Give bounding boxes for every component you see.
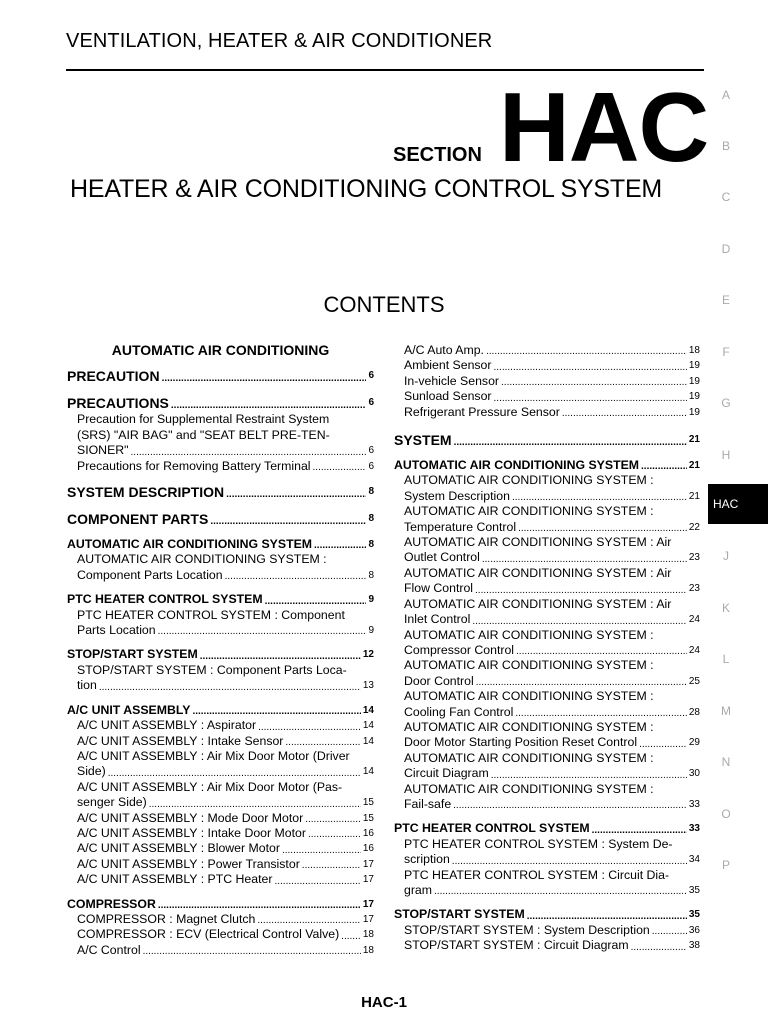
toc-page-number: 19 bbox=[688, 360, 700, 372]
toc-entry-text: scription bbox=[404, 852, 450, 867]
leader-dots bbox=[491, 770, 687, 782]
toc-entry-text: A/C UNIT ASSEMBLY : Air Mix Door Motor (Driver bbox=[77, 748, 350, 763]
toc-entry-text: senger Side) bbox=[77, 795, 147, 810]
side-index-letter[interactable]: M bbox=[721, 704, 731, 718]
toc-page-number: 12 bbox=[362, 649, 374, 661]
toc-subentry[interactable] bbox=[67, 912, 374, 927]
toc-entry-text: STOP/START SYSTEM bbox=[67, 647, 198, 662]
toc-entry-text: tion bbox=[77, 678, 97, 693]
leader-dots bbox=[494, 393, 687, 405]
toc-entry-text: Outlet Control bbox=[404, 550, 480, 565]
leader-dots bbox=[515, 708, 687, 720]
leader-dots bbox=[631, 942, 687, 954]
side-index-letter[interactable]: F bbox=[722, 345, 730, 359]
toc-entry-text: Ambient Sensor bbox=[404, 358, 492, 373]
toc-page-number: 9 bbox=[368, 625, 374, 637]
toc-page-number: 17 bbox=[362, 913, 374, 925]
toc-page-number: 21 bbox=[688, 434, 700, 446]
toc-entry-text: In-vehicle Sensor bbox=[404, 373, 500, 388]
toc-entry-text: Temperature Control bbox=[404, 519, 517, 534]
leader-dots bbox=[592, 825, 687, 837]
toc-entry[interactable] bbox=[67, 510, 374, 528]
toc-subentry[interactable] bbox=[394, 782, 700, 813]
leader-dots bbox=[192, 706, 360, 718]
toc-entry-text: PTC HEATER CONTROL SYSTEM : Circuit Dia- bbox=[404, 867, 670, 882]
toc-subentry[interactable] bbox=[67, 749, 374, 780]
toc-entry-text: AUTOMATIC AIR CONDITIONING SYSTEM : bbox=[404, 627, 654, 642]
leader-dots bbox=[476, 677, 687, 689]
toc-entry[interactable] bbox=[394, 431, 700, 449]
header-rule bbox=[66, 69, 704, 71]
toc-entry-text: A/C UNIT ASSEMBLY : Blower Motor bbox=[77, 841, 280, 856]
leader-dots bbox=[314, 540, 366, 552]
leader-dots bbox=[210, 516, 366, 528]
toc-entry-text: Flow Control bbox=[404, 581, 474, 596]
toc-entry-text: SYSTEM bbox=[394, 432, 452, 449]
toc-page-number: 14 bbox=[362, 704, 374, 716]
toc-entry-text: PTC HEATER CONTROL SYSTEM : System De- bbox=[404, 836, 673, 851]
toc-page-number: 19 bbox=[688, 391, 700, 403]
toc-entry[interactable] bbox=[67, 367, 374, 385]
toc-subentry[interactable] bbox=[394, 566, 700, 597]
leader-dots bbox=[131, 447, 367, 459]
toc-entry-text: AUTOMATIC AIR CONDITIONING SYSTEM : bbox=[404, 504, 654, 519]
toc-page-number: 19 bbox=[688, 375, 700, 387]
toc-entry-text: AUTOMATIC AIR CONDITIONING SYSTEM : bbox=[404, 781, 654, 796]
toc-page-number: 34 bbox=[688, 854, 700, 866]
toc-page-number: 35 bbox=[688, 885, 700, 896]
toc-subentry[interactable] bbox=[67, 927, 374, 942]
toc-page-number: 14 bbox=[362, 766, 374, 778]
toc-entry-text: STOP/START SYSTEM : Component Parts Loca- bbox=[77, 662, 347, 677]
toc-page-number: 22 bbox=[688, 521, 700, 533]
toc-subentry[interactable] bbox=[67, 663, 374, 694]
toc-entry-text: STOP/START SYSTEM bbox=[394, 907, 525, 922]
toc-entry-text: A/C UNIT ASSEMBLY : Aspirator bbox=[77, 718, 257, 733]
side-index-letter[interactable]: P bbox=[721, 858, 730, 872]
toc-page-number: 33 bbox=[688, 823, 700, 835]
side-index-letter[interactable]: K bbox=[721, 601, 730, 615]
toc-entry-text: gram bbox=[404, 883, 433, 897]
toc-entry[interactable] bbox=[67, 394, 374, 412]
toc-page-number: 8 bbox=[368, 539, 374, 551]
side-index-letter[interactable]: A bbox=[721, 88, 730, 102]
toc-subentry[interactable] bbox=[67, 872, 374, 887]
toc-page-number: 8 bbox=[368, 486, 374, 498]
toc-entry-text: A/C UNIT ASSEMBLY bbox=[67, 702, 191, 717]
leader-dots bbox=[226, 489, 366, 501]
toc-subentry[interactable] bbox=[394, 837, 700, 868]
toc-page-number: 17 bbox=[362, 874, 374, 886]
toc-page-number: 13 bbox=[362, 680, 374, 692]
toc-entry-text: A/C UNIT ASSEMBLY : Air Mix Door Motor (Pas- bbox=[77, 779, 343, 794]
leader-dots bbox=[302, 860, 361, 872]
toc-page-number: 15 bbox=[362, 797, 374, 809]
toc-entry-text: Inlet Control bbox=[404, 612, 471, 627]
toc-page-number: 8 bbox=[368, 569, 374, 581]
toc-subentry[interactable] bbox=[394, 504, 700, 535]
toc-entry-text: STOP/START SYSTEM : System Description bbox=[404, 922, 650, 937]
toc-entry-text: Door Motor Starting Position Reset Control bbox=[404, 735, 638, 750]
toc-page-number: 6 bbox=[368, 370, 374, 382]
contents-heading: CONTENTS bbox=[323, 292, 445, 317]
toc-entry-text: AUTOMATIC AIR CONDITIONING SYSTEM bbox=[394, 458, 640, 473]
side-index-letter[interactable]: E bbox=[721, 293, 730, 307]
toc-entry-text: Circuit Diagram bbox=[404, 766, 489, 781]
leader-dots bbox=[482, 554, 687, 566]
leader-dots bbox=[274, 876, 360, 888]
toc-page-number: 14 bbox=[362, 720, 374, 732]
toc-page-number: 38 bbox=[688, 940, 700, 952]
leader-dots bbox=[486, 346, 687, 358]
toc-page-number: 36 bbox=[688, 924, 700, 936]
toc-subentry[interactable] bbox=[67, 734, 374, 749]
toc-entry-text: PTC HEATER CONTROL SYSTEM bbox=[67, 592, 263, 607]
toc-page-number: 9 bbox=[368, 594, 374, 606]
toc-subentry[interactable] bbox=[67, 857, 374, 872]
leader-dots bbox=[285, 737, 360, 749]
leader-dots bbox=[308, 829, 361, 841]
toc-page-number: 6 bbox=[368, 460, 374, 472]
toc-subentry[interactable] bbox=[67, 943, 374, 958]
toc-entry[interactable] bbox=[394, 907, 700, 922]
toc-entry-text: AUTOMATIC AIR CONDITIONING SYSTEM : bbox=[404, 689, 654, 704]
leader-dots bbox=[99, 682, 361, 694]
toc-column-right bbox=[394, 343, 700, 954]
toc-subentry[interactable] bbox=[394, 405, 700, 420]
leader-dots bbox=[149, 799, 361, 811]
toc-subentry[interactable] bbox=[67, 459, 374, 474]
toc-subentry[interactable] bbox=[394, 868, 700, 899]
toc-subentry[interactable] bbox=[394, 751, 700, 782]
toc-subentry[interactable] bbox=[67, 811, 374, 826]
toc-entry-text: Precautions for Removing Battery Terminal bbox=[77, 458, 311, 473]
toc-page-number: 25 bbox=[688, 675, 700, 687]
leader-dots bbox=[305, 814, 361, 826]
section-title: HEATER & AIR CONDITIONING CONTROL SYSTEM bbox=[70, 175, 663, 203]
toc-page-number: 17 bbox=[362, 858, 374, 870]
page-number: HAC-1 bbox=[361, 994, 407, 1011]
side-index-letter[interactable]: D bbox=[721, 242, 731, 256]
leader-dots bbox=[454, 437, 687, 449]
leader-dots bbox=[512, 492, 687, 504]
leader-dots bbox=[518, 523, 687, 535]
side-index-letter[interactable]: O bbox=[721, 807, 731, 821]
toc-entry-text: Precaution for Supplemental Restraint System bbox=[77, 412, 330, 427]
toc-entry-text: A/C UNIT ASSEMBLY : Intake Door Motor bbox=[77, 825, 306, 840]
leader-dots bbox=[641, 461, 687, 473]
toc-column-left bbox=[67, 343, 374, 958]
leader-dots bbox=[282, 845, 361, 857]
leader-dots bbox=[158, 900, 361, 912]
toc-page-number: 6 bbox=[368, 445, 374, 457]
leader-dots bbox=[143, 946, 361, 958]
leader-dots bbox=[639, 739, 687, 751]
leader-dots bbox=[434, 886, 687, 898]
toc-entry-text: System Description bbox=[404, 488, 510, 503]
side-index-letter[interactable]: C bbox=[721, 190, 731, 204]
toc-entry-text: A/C UNIT ASSEMBLY : PTC Heater bbox=[77, 872, 273, 887]
section-code: HAC bbox=[499, 72, 709, 182]
toc-page-number: 18 bbox=[362, 944, 374, 956]
toc-page-number: 21 bbox=[688, 490, 700, 502]
toc-entry-text: COMPRESSOR : ECV (Electrical Control Valve) bbox=[77, 927, 340, 942]
side-index-letter[interactable]: J bbox=[723, 549, 729, 563]
toc-subentry[interactable] bbox=[67, 780, 374, 811]
toc-entry-text: AUTOMATIC AIR CONDITIONING SYSTEM bbox=[67, 537, 313, 552]
toc-entry-text: AUTOMATIC AIR CONDITIONING SYSTEM : Air bbox=[404, 596, 672, 611]
toc-subentry[interactable] bbox=[394, 720, 700, 751]
leader-dots bbox=[475, 585, 687, 597]
side-index-letter[interactable]: N bbox=[721, 755, 731, 769]
toc-entry[interactable] bbox=[67, 897, 374, 912]
toc-category: AUTOMATIC AIR CONDITIONING bbox=[111, 342, 330, 358]
leader-dots bbox=[171, 400, 367, 412]
toc-page-number: 8 bbox=[368, 513, 374, 525]
toc-entry-text: AUTOMATIC AIR CONDITIONING SYSTEM : bbox=[404, 473, 654, 488]
leader-dots bbox=[158, 626, 367, 638]
section-tab-hac[interactable]: HAC bbox=[708, 484, 768, 524]
leader-dots bbox=[452, 856, 687, 868]
toc-subentry[interactable] bbox=[394, 938, 700, 953]
side-index-letter[interactable]: G bbox=[721, 396, 731, 410]
toc-entry-text: A/C Auto Amp. bbox=[404, 343, 484, 357]
leader-dots bbox=[162, 373, 367, 385]
toc-entry-text: Door Control bbox=[404, 673, 474, 688]
chapter-header: VENTILATION, HEATER & AIR CONDITIONER bbox=[66, 30, 493, 52]
toc-page-number: 33 bbox=[688, 798, 700, 810]
side-index-letter[interactable]: B bbox=[721, 139, 730, 153]
toc-entry-text: COMPONENT PARTS bbox=[67, 511, 209, 528]
leader-dots bbox=[453, 800, 687, 812]
section-label: SECTION bbox=[393, 144, 482, 166]
toc-entry-text: PTC HEATER CONTROL SYSTEM bbox=[394, 821, 590, 836]
leader-dots bbox=[108, 768, 361, 780]
toc-entry-text: Sunload Sensor bbox=[404, 389, 492, 404]
toc-subentry[interactable] bbox=[67, 841, 374, 856]
toc-subentry[interactable] bbox=[394, 343, 700, 358]
toc-entry-text: AUTOMATIC AIR CONDITIONING SYSTEM : bbox=[77, 552, 327, 567]
leader-dots bbox=[313, 462, 367, 474]
leader-dots bbox=[225, 571, 367, 583]
side-index-letter[interactable]: H bbox=[721, 448, 731, 462]
toc-subentry[interactable] bbox=[394, 374, 700, 389]
toc-entry[interactable] bbox=[67, 647, 374, 662]
toc-page-number: 16 bbox=[362, 827, 374, 839]
leader-dots bbox=[516, 646, 687, 658]
toc-entry-text: AUTOMATIC AIR CONDITIONING SYSTEM : bbox=[404, 658, 654, 673]
leader-dots bbox=[257, 915, 361, 927]
leader-dots bbox=[258, 722, 361, 734]
toc-entry-text: Component Parts Location bbox=[77, 567, 223, 582]
toc-entry[interactable] bbox=[67, 537, 374, 552]
toc-subentry[interactable] bbox=[394, 473, 700, 504]
toc-entry-text: Parts Location bbox=[77, 623, 156, 638]
toc-subentry[interactable] bbox=[394, 658, 700, 689]
toc-entry[interactable] bbox=[67, 592, 374, 607]
leader-dots bbox=[652, 926, 687, 938]
toc-entry-text: SYSTEM DESCRIPTION bbox=[67, 484, 225, 501]
toc-page-number: 6 bbox=[368, 397, 374, 409]
toc-page-number: 35 bbox=[688, 909, 700, 921]
toc-entry-text: A/C UNIT ASSEMBLY : Power Transistor bbox=[77, 856, 300, 871]
toc-page-number: 29 bbox=[688, 737, 700, 749]
toc-entry-text: Refrigerant Pressure Sensor bbox=[404, 404, 560, 419]
leader-dots bbox=[472, 616, 687, 628]
toc-subentry[interactable] bbox=[394, 689, 700, 720]
toc-entry-text: A/C UNIT ASSEMBLY : Intake Sensor bbox=[77, 733, 284, 748]
toc-subentry[interactable] bbox=[67, 826, 374, 841]
toc-page-number: 15 bbox=[362, 812, 374, 824]
toc-subentry[interactable] bbox=[394, 389, 700, 404]
toc-entry-text: PRECAUTION bbox=[67, 368, 160, 385]
toc-subentry[interactable] bbox=[394, 923, 700, 938]
leader-dots bbox=[562, 408, 687, 420]
toc-entry-text: COMPRESSOR : Magnet Clutch bbox=[77, 911, 256, 926]
toc-page-number: 18 bbox=[688, 345, 700, 356]
toc-page-number: 28 bbox=[688, 706, 700, 718]
toc-subentry[interactable] bbox=[394, 597, 700, 628]
toc-entry[interactable] bbox=[67, 483, 374, 501]
toc-page-number: 23 bbox=[688, 552, 700, 564]
toc-page-number: 19 bbox=[688, 406, 700, 418]
toc-entry-text: STOP/START SYSTEM : Circuit Diagram bbox=[404, 938, 629, 953]
toc-subentry[interactable] bbox=[394, 628, 700, 659]
leader-dots bbox=[527, 911, 687, 923]
toc-entry-text: PTC HEATER CONTROL SYSTEM : Component bbox=[77, 607, 345, 622]
toc-page-number: 16 bbox=[362, 843, 374, 855]
toc-entry-text: SIONER" bbox=[77, 443, 129, 458]
leader-dots bbox=[501, 377, 687, 389]
toc-entry[interactable] bbox=[394, 821, 700, 836]
toc-subentry[interactable] bbox=[67, 718, 374, 733]
toc-page-number: 21 bbox=[688, 460, 700, 472]
toc-subentry[interactable] bbox=[67, 608, 374, 639]
toc-page-number: 30 bbox=[688, 768, 700, 780]
toc-entry-text: AUTOMATIC AIR CONDITIONING SYSTEM : Air bbox=[404, 565, 672, 580]
toc-entry[interactable] bbox=[67, 703, 374, 718]
toc-entry-text: Compressor Control bbox=[404, 642, 515, 657]
toc-entry-text: Cooling Fan Control bbox=[404, 704, 514, 719]
toc-entry-text: COMPRESSOR bbox=[67, 896, 156, 911]
toc-entry-text: AUTOMATIC AIR CONDITIONING SYSTEM : bbox=[404, 719, 654, 734]
toc-subentry[interactable] bbox=[67, 552, 374, 583]
toc-page-number: 24 bbox=[688, 644, 700, 656]
side-index-letter[interactable]: L bbox=[722, 652, 730, 666]
leader-dots bbox=[265, 596, 367, 608]
leader-dots bbox=[200, 651, 361, 663]
toc-entry-text: AUTOMATIC AIR CONDITIONING SYSTEM : bbox=[404, 750, 654, 765]
toc-subentry[interactable] bbox=[67, 412, 374, 458]
toc-entry[interactable] bbox=[394, 458, 700, 473]
toc-entry-text: PRECAUTIONS bbox=[67, 395, 169, 412]
toc-page-number: 23 bbox=[688, 583, 700, 595]
toc-entry-text: Side) bbox=[77, 764, 106, 779]
toc-page-number: 14 bbox=[362, 735, 374, 747]
toc-entry-text: AUTOMATIC AIR CONDITIONING SYSTEM : Air bbox=[404, 535, 672, 550]
toc-entry-text: A/C UNIT ASSEMBLY : Mode Door Motor bbox=[77, 810, 304, 825]
toc-page-number: 24 bbox=[688, 614, 700, 626]
toc-entry-text: Fail-safe bbox=[404, 796, 452, 811]
toc-subentry[interactable] bbox=[394, 535, 700, 566]
toc-page-number: 17 bbox=[362, 898, 374, 910]
toc-subentry[interactable] bbox=[394, 358, 700, 373]
toc-entry-text: A/C Control bbox=[77, 942, 141, 957]
toc-entry-text: (SRS) "AIR BAG" and "SEAT BELT PRE-TEN- bbox=[77, 427, 330, 442]
leader-dots bbox=[341, 931, 361, 943]
leader-dots bbox=[494, 362, 687, 374]
toc-page-number: 18 bbox=[362, 929, 374, 941]
